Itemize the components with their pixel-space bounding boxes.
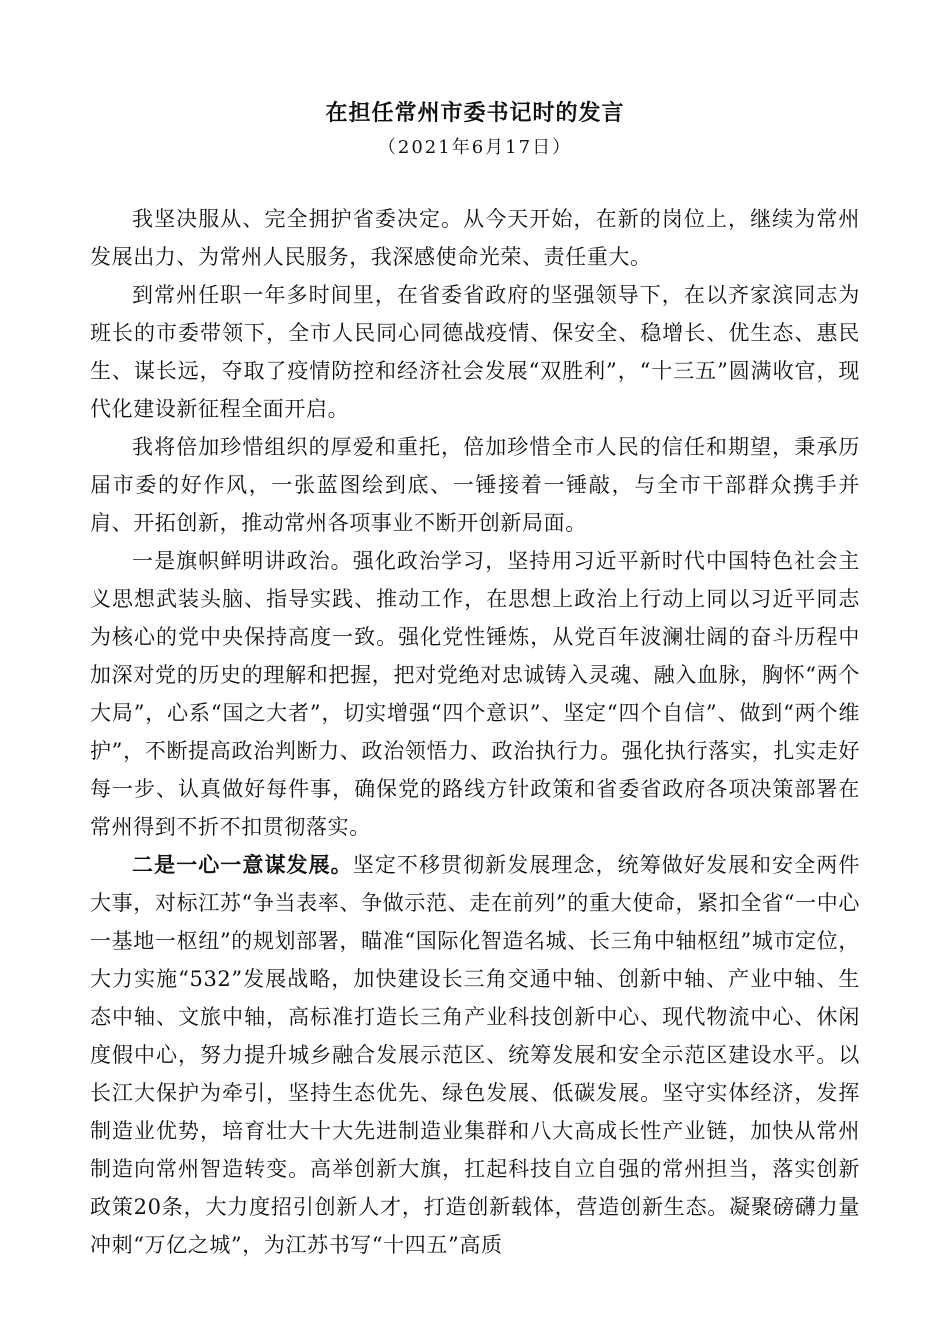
paragraph-4	[90, 542, 860, 846]
paragraph-text: 坚定不移贯彻新发展理念，统筹做好发展和安全两件大事，对标江苏“争当表率、争做示范、走在前列”的重大使命，紧扣全省“一中心一基地一枢纽”的规划部署，瞄准“国际化智造名城、长三角中轴枢纽”城市定位，大力实施“532”发展战略，加快建设长三角交通中轴、创新中轴、产业中轴、生态中轴、文旅中轴，高标准打造长三角产业科技创新中心、现代物流中心、休闲度假中心，努力提升城乡融合发展示范区、统筹发展和安全示范区建设水平。以长江大保护为牵引，坚持生态优先、绿色发展、低碳发展。坚守实体经济，发挥制造业优势，培育壮大十大先进制造业集群和八大高成长性产业链，加快从常州制造向常州智造转变。高举创新大旗，扛起科技自立自强的常州担当，落实创新政策20条，大力度招引创新人才，打造创新载体，营造创新生态。凝聚磅礴力量冲刺“万亿之城”，为江苏书写“十四五”高质	[90, 853, 860, 1257]
paragraph-text: 我将倍加珍惜组织的厚爱和重托，倍加珍惜全市人民的信任和期望，秉承历届市委的好作风，一张蓝图绘到底、一锤接着一锤敲，与全市干部群众携手并肩、开拓创新，推动常州各项事业不断开创新局面。	[90, 435, 860, 535]
speech-body	[90, 200, 860, 1264]
paragraph-5	[90, 846, 860, 1264]
paragraph-1	[90, 200, 860, 276]
paragraph-text: 我坚决服从、完全拥护省委决定。从今天开始，在新的岗位上，继续为常州发展出力、为常州人民服务，我深感使命光荣、责任重大。	[90, 207, 860, 269]
paragraph-text: 到常州任职一年多时间里，在省委省政府的坚强领导下，在以齐家滨同志为班长的市委带领下，全市人民同心同德战疫情、保安全、稳增长、优生态、惠民生、谋长远，夺取了疫情防控和经济社会发展“双胜利”，“十三五”圆满收官，现代化建设新征程全面开启。	[90, 283, 860, 421]
speech-date: （2021年6月17日）	[377, 137, 573, 158]
page-title: 在担任常州市委书记时的发言	[325, 100, 625, 126]
paragraph-lead: 二是一心一意谋发展。	[132, 852, 353, 877]
paragraph-2	[90, 276, 860, 428]
paragraph-text: 一是旗帜鲜明讲政治。强化政治学习，坚持用习近平新时代中国特色社会主义思想武装头脑、指导实践、推动工作，在思想上政治上行动上同以习近平同志为核心的党中央保持高度一致。强化党性锤炼，从党百年波澜壮阔的奋斗历程中加深对党的历史的理解和把握，把对党绝对忠诚铸入灵魂、融入血脉，胸怀“两个大局”，心系“国之大者”，切实增强“四个意识”、坚定“四个自信”、做到“两个维护”，不断提高政治判断力、政治领悟力、政治执行力。强化执行落实，扎实走好每一步、认真做好每件事，确保党的路线方针政策和省委省政府各项决策部署在常州得到不折不扣贯彻落实。	[90, 549, 860, 839]
paragraph-3	[90, 428, 860, 542]
